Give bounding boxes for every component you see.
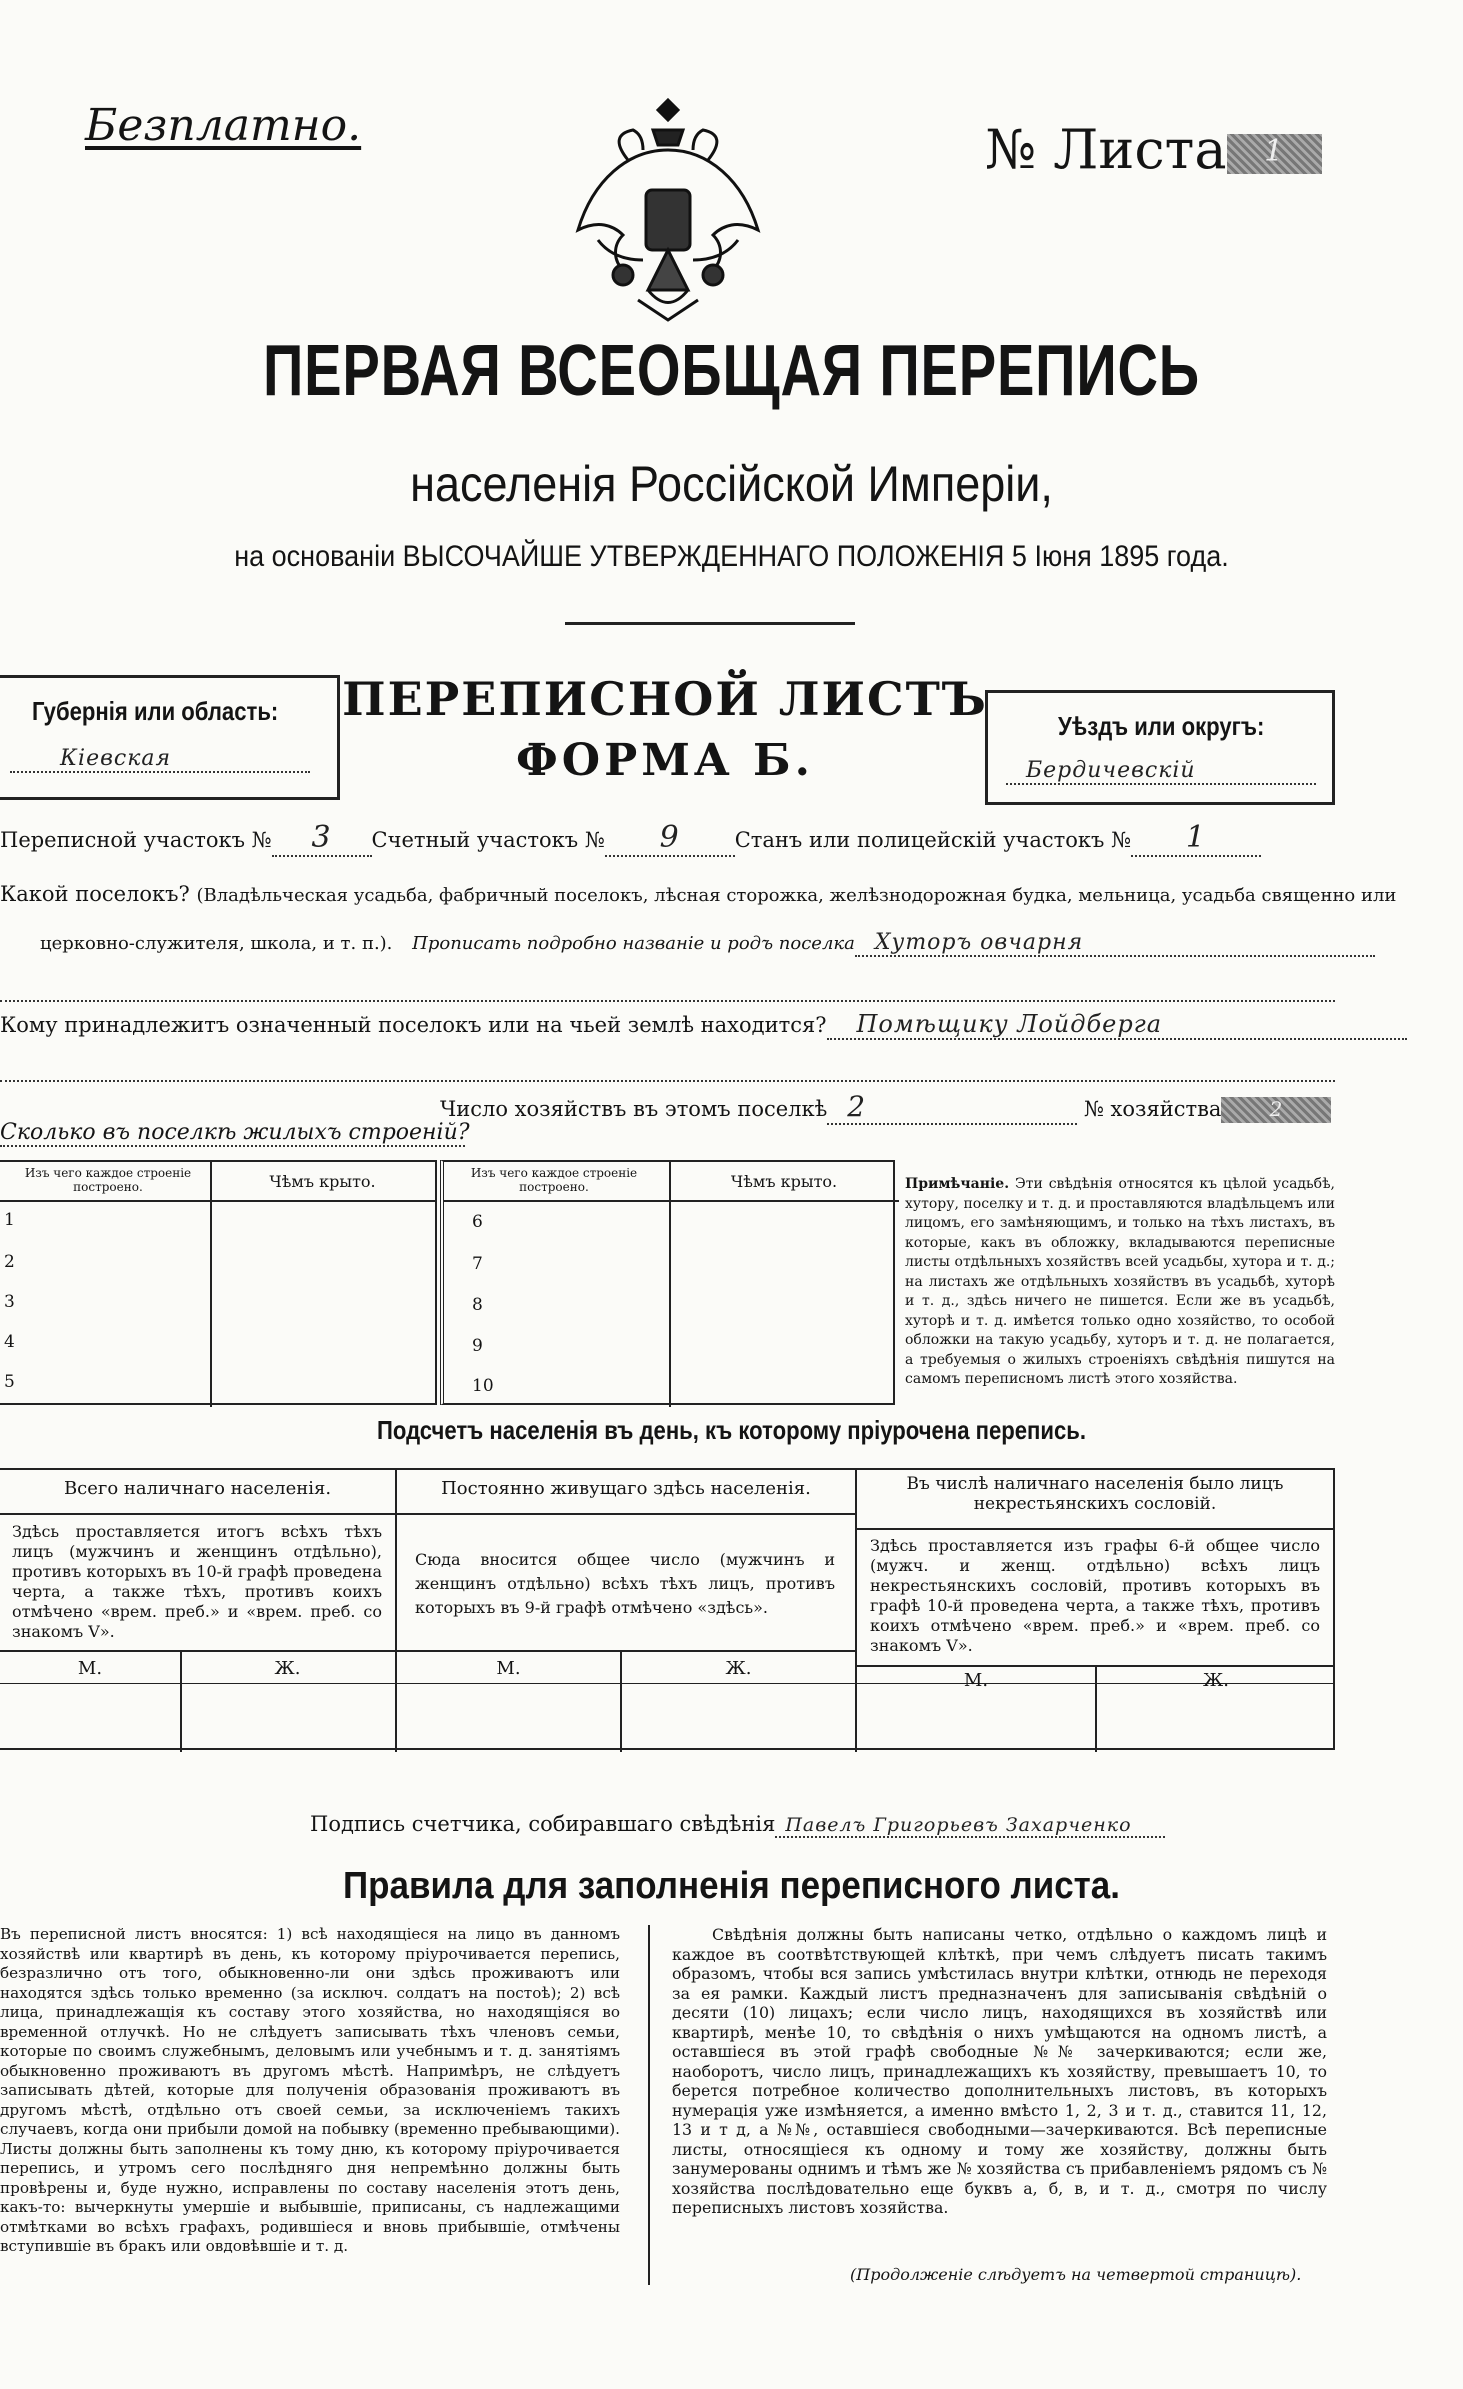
row-8: 8 [472,1295,483,1315]
settlement-instruction: Прописать подробно названіе и родъ поселка [412,933,855,954]
settlement-row-2 [0,930,1375,957]
buildings-table-right [440,1160,895,1405]
rules-left: Въ переписной листъ вносятся: 1) всѣ находящіеся на лицо въ данномъ хозяйствѣ или квартирѣ въ день, къ которому пріурочивается перепись, безразлично отъ того, обыкновенно-ли они здѣсь проживаютъ или находятся здѣсь только временно (за исключ. солдатъ на постоѣ); 2) всѣ лица, принадлежащія къ составу этого хозяйства, но находящіяся во временной отлучкѣ. Но не слѣдуетъ записывать тѣхъ членовъ семьи, которые по своимъ служебнымъ, деловымъ или учебнымъ и т. д. занятіямъ обыкновенно проживаютъ въ другомъ мѣстѣ. Напримѣръ, не слѣдуетъ записывать дѣтей, которые для полученія образованія проживаютъ въ другомъ мѣстѣ, отдѣльно отъ своей семьи, за исключеніемъ такихъ случаевъ, когда они прибыли домой на побывку (временно пребывающими). Листы должны быть заполнены къ тому дню, къ которому пріурочивается перепись, и утромъ сего послѣдняго дня непремѣнно должны быть провѣрены и, буде нужно, исправлены по составу населенія этотъ день, какъ-то: вычеркнуты умершіе и выбывшіе, приписаны, съ надлежащими отмѣтками во всѣхъ графахъ, родившіеся и вновь прибывшіе, отмѣчены вступившіе въ бракъ или овдовѣвшіе и т. д. [0,1925,620,2255]
pop-col1-f: Ж. [274,1658,301,1679]
row-9: 9 [472,1336,483,1356]
pop-col3-header: Въ числѣ наличнаго населенія было лицъ некрестьянскихъ сословій. [906,1474,1284,1514]
pop-col2-f: Ж. [725,1658,752,1679]
page-subtitle: населенія Россійской Имперіи, [410,456,1053,512]
households-row [440,1090,1331,1125]
sheet-number-label: № Листа [985,118,1227,181]
households-value[interactable]: 2 [827,1090,1077,1125]
population-table [0,1468,1335,1750]
note [905,1175,1335,1390]
district-row [0,820,1261,857]
uezd-box [985,690,1335,805]
owner-value[interactable]: Помѣщику Лойдберга [827,1010,1407,1040]
pop-col3-text: Здѣсь проставляется изъ графы 6-й общее число (мужч. и женщ. отдѣльно) всѣхъ лицъ некрестьянскихъ сословій, противъ которыхъ въ графѣ 10-й проведена черта, а также тѣхъ, противъ коихъ отмѣчено «врем. преб.» и «врем. преб. со знакомъ V». [870,1536,1320,1655]
households-label: Число хозяйствъ въ этомъ поселкѣ [440,1097,828,1121]
col-roof-header: Чѣмъ крыто. [269,1172,376,1191]
signature-label: Подпись счетчика, собиравшаго свѣдѣнія [310,1812,776,1836]
count-district-value[interactable]: 9 [605,820,735,857]
stan-label: Станъ или полицейскій участокъ № [734,828,1131,852]
settlement-value[interactable]: Хуторъ овчарня [855,930,1375,957]
note-text: Эти свѣдѣнія относятся къ цѣлой усадьбѣ, хутору, поселку и т. д. и проставляются владѣльцемъ или лицомъ, его замѣняющимъ, и только на тѣхъ листахъ, въ которые, какъ въ обложку, вкладываются переписные листы отдѣльныхъ хозяйствъ всей усадьбы, хутора и т. д.; на листахъ же отдѣльныхъ хозяйствъ въ усадьбѣ, хуторѣ и т. д., здѣсь ничего не пишется. Если же въ усадьбѣ, хуторѣ и т. д. имѣется только одно хозяйство, то особой обложки на такую усадьбу, хуторъ и т. д. не полагается, а требуемыя о жилыхъ строеніяхъ свѣдѣнія пишутся на самомъ переписномъ листѣ этого хозяйства. [905,1176,1335,1387]
rules-column-divider [648,1925,650,2285]
signature-value[interactable]: Павелъ Григорьевъ Захарченко [775,1814,1165,1838]
settlement-label: Какой поселокъ? [0,882,190,906]
pop-col1-m: М. [77,1658,103,1679]
row-5: 5 [4,1372,15,1392]
col-built-header: Изъ чего каждое строеніе построено. [24,1166,192,1194]
form-label: ФОРМА Б. [516,735,814,786]
free-label: Безплатно. [85,100,362,151]
buildings-table-left [0,1160,437,1405]
owner-label: Кому принадлежитъ означенный поселокъ или на чьей землѣ находится? [0,1013,827,1037]
row-1: 1 [4,1210,15,1230]
household-number-value[interactable]: 2 [1221,1097,1331,1123]
settlement-extra-line [0,1000,1335,1002]
legal-basis: на основаніи ВЫСОЧАЙШЕ УТВЕРЖДЕННАГО ПОЛОЖЕНІЯ 5 Іюня 1895 года. [234,540,1229,573]
guberniya-box [0,675,340,800]
pop-col2-text: Сюда вносится общее число (мужчинъ и женщинъ отдѣльно) всѣхъ тѣхъ лицъ, противъ которыхъ въ 9-й графѣ отмѣчено «здѣсь». [415,1550,835,1617]
household-number-label: № хозяйства [1083,1097,1222,1121]
population-title: Подсчетъ населенія въ день, къ которому пріурочена перепись. [376,1415,1087,1445]
signature-row [310,1812,1165,1838]
row-7: 7 [472,1254,483,1274]
pop-col3-m: М. [963,1670,989,1691]
col-roof-header-right: Чѣмъ крыто. [730,1172,838,1191]
pop-col1-text: Здѣсь проставляется итогъ всѣхъ тѣхъ лицъ (мужчинъ и женщинъ отдѣльно), противъ которыхъ въ 10-й графѣ проведена черта, а также тѣхъ, противъ коихъ отмѣчено «врем. преб.» и «врем. преб. со знакомъ V». [12,1522,382,1641]
imperial-eagle-emblem [568,90,768,330]
row-3: 3 [4,1292,15,1312]
rules-continued: (Продолженіе слѣдуетъ на четвертой страницѣ). [850,2265,1302,2284]
settlement-row [0,882,1396,906]
pop-col2-header: Постоянно живущаго здѣсь населенія. [441,1478,811,1499]
pop-col2-m: М. [496,1658,521,1679]
owner-row [0,1010,1407,1040]
pop-col3-f: Ж. [1203,1670,1229,1691]
rules-title: Правила для заполненія переписного листа. [343,1865,1120,1907]
title-divider [565,622,855,625]
settlement-note-2: церковно-служителя, школа, и т. п.). [40,933,393,954]
uezd-value[interactable]: Бердичевскій [1006,758,1316,785]
sheet-number [985,118,1322,181]
row-10: 10 [472,1376,494,1396]
page-title: ПЕРВАЯ ВСЕОБЩАЯ ПЕРЕПИСЬ [263,331,1200,411]
row-2: 2 [4,1252,15,1272]
owner-extra-line [0,1080,1335,1082]
guberniya-label: Губернія или область: [32,696,279,726]
district-value[interactable]: 3 [272,820,372,857]
col-built-header-right: Изъ чего каждое строеніе построено. [470,1166,638,1194]
sheet-title: ПЕРЕПИСНОЙ ЛИСТЪ [342,672,988,726]
row-4: 4 [4,1332,15,1352]
uezd-label: Уѣздъ или округъ: [1058,711,1265,741]
settlement-note: (Владѣльческая усадьба, фабричный поселокъ, лѣсная сторожка, желѣзнодорожная будка, мельница, усадьба священно или [196,885,1397,906]
row-6: 6 [472,1212,483,1232]
count-district-label: Счетный участокъ № [371,828,605,852]
district-label: Переписной участокъ № [0,828,272,852]
buildings-label: Сколько въ поселкѣ жилыхъ строеній? [0,1120,470,1145]
sheet-number-value: 1 [1227,134,1322,174]
pop-col1-header: Всего наличнаго населенія. [63,1478,332,1499]
note-label: Примѣчаніе. [905,1176,1010,1192]
stan-value[interactable]: 1 [1131,820,1261,857]
rules-right: Свѣдѣнія должны быть написаны четко, отдѣльно о каждомъ лицѣ и каждое въ соотвѣтствующей клѣткѣ, при чемъ слѣдуетъ писать такимъ образомъ, чтобы вся запись умѣстилась внутри клѣтки, отнюдь не переходя за ея рамки. Каждый листъ предназначенъ для записыванія свѣдѣній о десяти (10) лицахъ; если число лицъ, находящихся въ хозяйствѣ или квартирѣ, менѣе 10, то свѣдѣнія о нихъ умѣщаются на одномъ листѣ, а оставшіеся въ этой графѣ свободные №№ зачеркиваются; если же, наоборотъ, число лицъ, принадлежащихъ къ хозяйству, превышаетъ 10, то берется потребное количество дополнительныхъ листовъ, въ которыхъ нумерація уже измѣняется, а именно вмѣсто 1, 2, 3 и т. д., ставится 11, 12, 13 и т д, а №№, оставшіеся свободными—зачеркиваются. Всѣ переписные листы, относящіеся къ одному и тому же хозяйству, должны быть занумерованы однимъ и тѣмъ же № хозяйства съ прибавленіемъ рядомъ съ № хозяйства послѣдовательно еще буквъ а, б, в, и т. д., смотря по числу переписныхъ листовъ хозяйства. [672,1925,1327,2217]
guberniya-value[interactable]: Кіевская [10,746,310,773]
